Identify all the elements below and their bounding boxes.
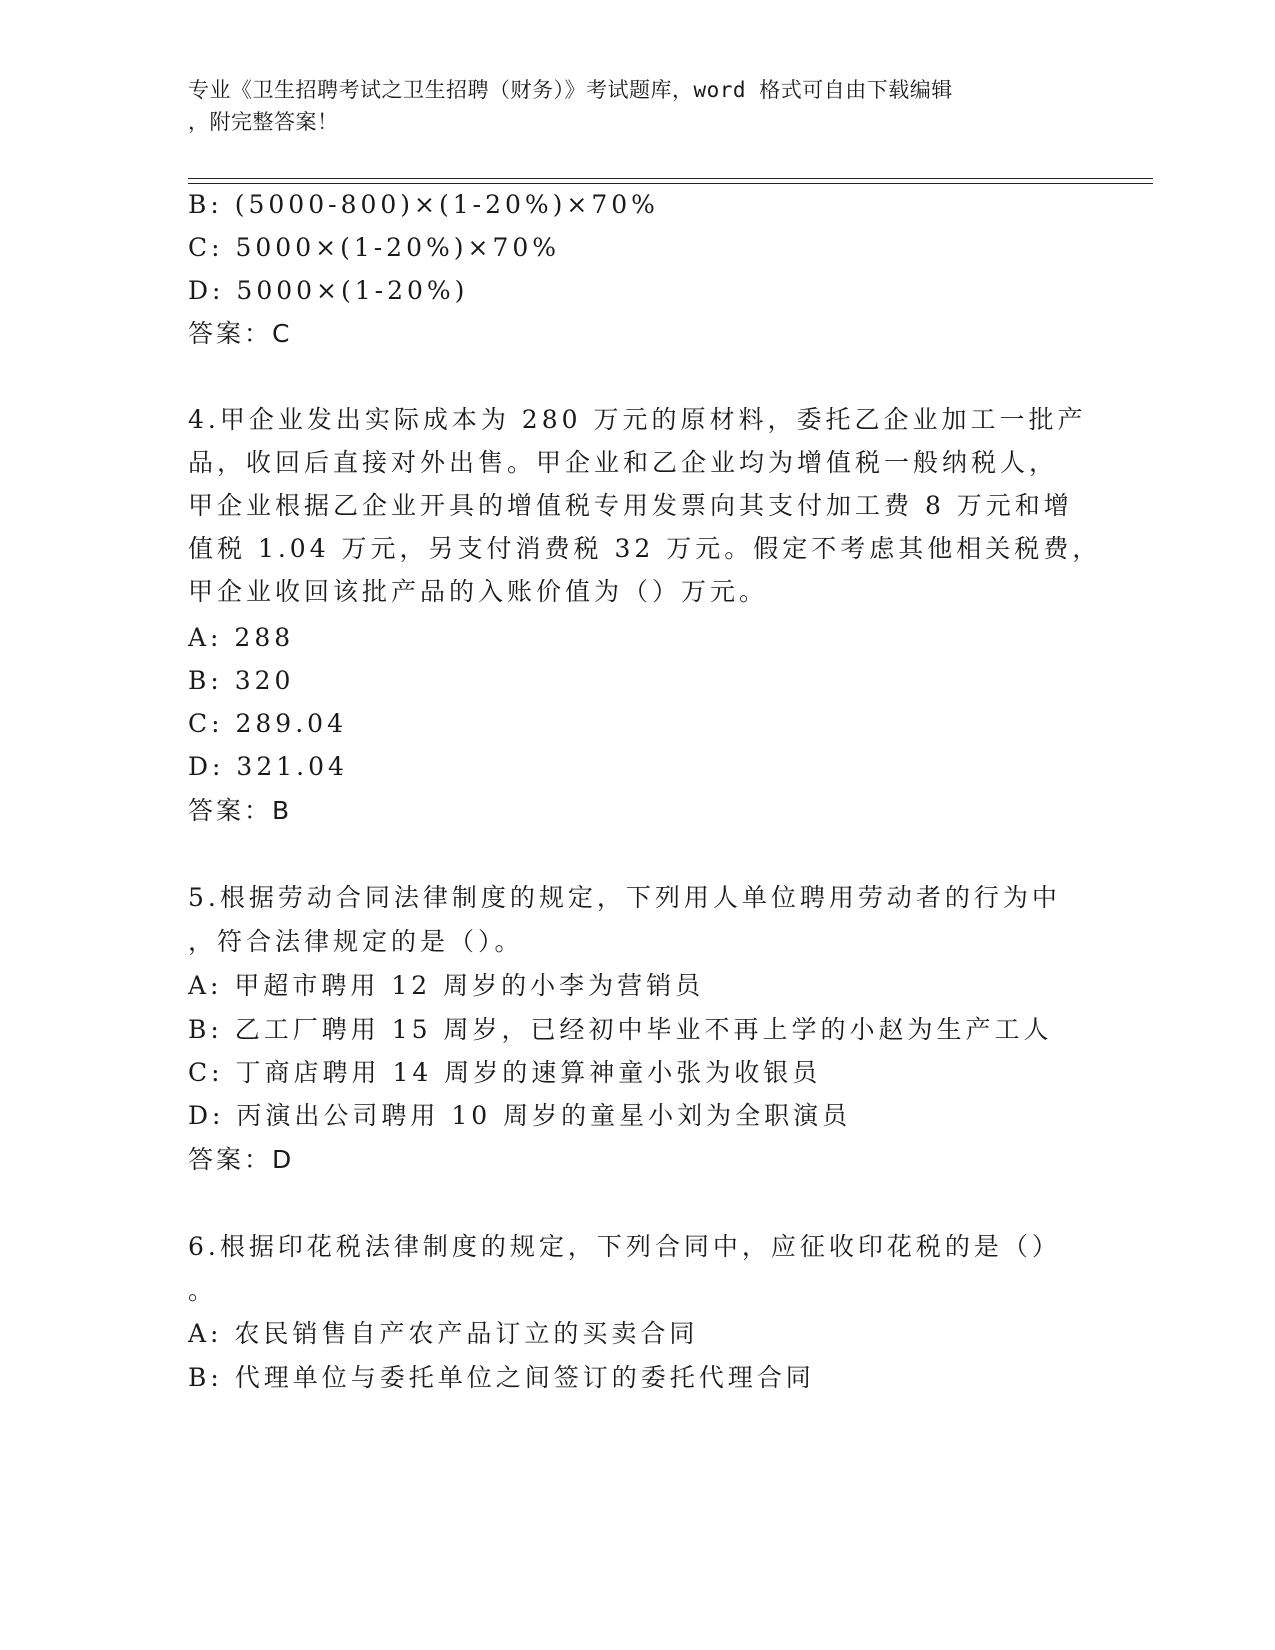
q4-stem-line-5: 甲企业收回该批产品的入账价值为（）万元。	[188, 577, 769, 606]
q3-option-c: C: 5000×(1-20%)×70%	[188, 233, 561, 262]
q5-option-d: D: 丙演出公司聘用 10 周岁的童星小刘为全职演员	[188, 1101, 852, 1130]
q3-answer: 答案：C	[188, 319, 293, 348]
header-line-2: ，附完整答案！	[188, 110, 339, 134]
header-divider-bottom	[188, 183, 1153, 184]
q4-stem-line-1: 4.甲企业发出实际成本为 280 万元的原材料，委托乙企业加工一批产	[188, 405, 1087, 434]
document-header	[188, 74, 1088, 138]
header-divider-top	[188, 178, 1153, 179]
q5-option-b: B: 乙工厂聘用 15 周岁，已经初中毕业不再上学的小赵为生产工人	[188, 1015, 1053, 1044]
header-line-1: 专业《卫生招聘考试之卫生招聘（财务）》考试题库，word 格式可自由下载编辑	[188, 78, 953, 102]
q3-option-d: D: 5000×(1-20%)	[188, 276, 469, 305]
q5-stem-line-2: ，符合法律规定的是（）。	[188, 927, 524, 956]
q4-option-d: D: 321.04	[188, 752, 348, 781]
q6-stem-line-2: 。	[188, 1276, 218, 1305]
q4-option-a: A: 288	[188, 623, 295, 652]
q6-stem-line-1: 6.根据印花税法律制度的规定，下列合同中，应征收印花税的是（）	[188, 1232, 1061, 1261]
q5-stem-line-1: 5.根据劳动合同法律制度的规定，下列用人单位聘用劳动者的行为中	[188, 883, 1061, 912]
q4-option-c: C: 289.04	[188, 709, 347, 738]
q4-option-b: B: 320	[188, 666, 295, 695]
q3-option-b: B: (5000-800)×(1-20%)×70%	[188, 190, 659, 219]
q4-stem-line-3: 甲企业根据乙企业开具的增值税专用发票向其支付加工费 8 万元和增	[188, 491, 1073, 520]
q4-stem-line-4: 值税 1.04 万元，另支付消费税 32 万元。假定不考虑其他相关税费，	[188, 534, 1102, 563]
q5-answer: 答案：D	[188, 1145, 295, 1174]
q4-stem-line-2: 品，收回后直接对外出售。甲企业和乙企业均为增值税一般纳税人，	[188, 448, 1059, 477]
q6-option-b: B: 代理单位与委托单位之间签订的委托代理合同	[188, 1363, 815, 1392]
q5-option-c: C: 丁商店聘用 14 周岁的速算神童小张为收银员	[188, 1058, 822, 1087]
q6-option-a: A: 农民销售自产农产品订立的买卖合同	[188, 1319, 699, 1348]
q5-option-a: A: 甲超市聘用 12 周岁的小李为营销员	[188, 971, 705, 1000]
q4-answer: 答案：B	[188, 796, 293, 825]
